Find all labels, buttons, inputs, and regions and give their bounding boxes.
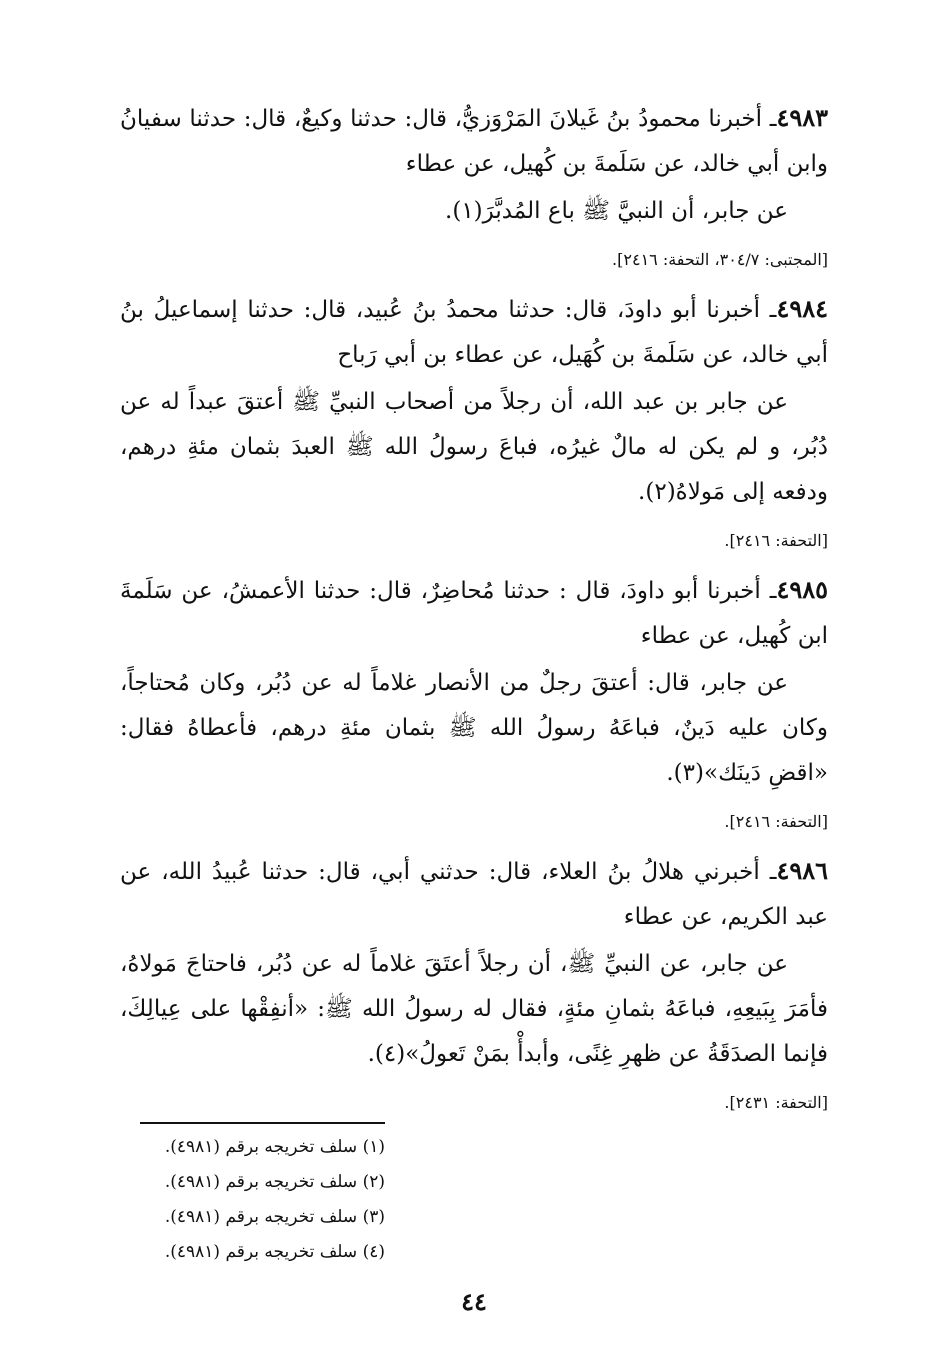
footnote-4: (٤) سلف تخريجه برقم (٤٩٨١).: [164, 1242, 385, 1262]
hadith-isnad: [120, 567, 828, 659]
footnote-3: (٣) سلف تخريجه برقم (٤٩٨١).: [164, 1207, 385, 1227]
hadith-4986: [120, 848, 828, 1115]
hadith-4983: [120, 95, 828, 272]
hadith-matn: عن جابر، أن النبيَّ ﷺ باع المُدبَّرَ(١).: [445, 198, 788, 224]
footnote-2: (٢) سلف تخريجه برقم (٤٩٨١).: [164, 1172, 385, 1192]
hadith-matn: عن جابر، قال: أعتقَ رجلٌ من الأنصار غلاماً له عن دُبُر، وكان مُحتاجاً، وكان عليه دَينٌ، فباعَهُ رسولُ الله ﷺ بثمان مئةِ درهم، فأعطاهُ فقال: «اقضِ دَينَك»(٣).: [120, 670, 828, 786]
hadith-isnad: [120, 286, 828, 378]
hadith-4984: [120, 286, 828, 553]
hadith-reference: [التحفة: ٢٤١٦].: [724, 531, 828, 550]
footnote-1: (١) سلف تخريجه برقم (٤٩٨١).: [164, 1137, 385, 1157]
hadith-reference: [التحفة: ٢٤١٦].: [724, 812, 828, 831]
footnote-divider: [140, 1122, 385, 1124]
hadith-number: ٤٩٨٤: [776, 294, 828, 323]
hadith-number: ٤٩٨٣: [776, 103, 828, 132]
hadith-isnad: [120, 848, 828, 940]
page-number: ٤٤: [461, 1287, 487, 1316]
hadith-4985: [120, 567, 828, 834]
hadith-reference: [المجتبى: ٣٠٤/٧، التحفة: ٢٤١٦].: [612, 250, 828, 269]
hadith-matn: عن جابر، عن النبيِّ ﷺ، أن رجلاً أعتَقَ غلاماً له عن دُبُر، فاحتاجَ مَولاهُ، فأمَرَ بِبَيعِهِ، فباعَهُ بثمانِ مئةٍ، فقال له رسولُ الله ﷺ: «أنفِقْها على عِيالِكَ، فإنما الصدَقَةُ عن ظهرِ غِنًى، وأبدأْ بمَنْ تَعولُ»(٤).: [120, 951, 828, 1067]
hadith-reference: [التحفة: ٢٤٣١].: [724, 1093, 828, 1112]
footnotes: [140, 1122, 385, 1270]
isnad-text: ـ أخبرنا أبو داودَ، قال: حدثنا محمدُ بنُ عُبيد، قال: حدثنا إسماعيلُ بنُ أبي خالد، عن سَلَمةَ بن كُهَيل، عن عطاء بن أبي رَباح: [120, 297, 828, 368]
hadith-number: ٤٩٨٦: [776, 856, 828, 885]
isnad-text: ـ أخبرنا محمودُ بنُ غَيلانَ المَرْوَزيُّ، قال: حدثنا وكيعٌ، قال: حدثنا سفيانُ وابن أبي خالد، عن سَلَمةَ بن كُهيل، عن عطاء: [120, 106, 828, 177]
hadith-number: ٤٩٨٥: [776, 575, 828, 604]
isnad-text: ـ أخبرني هلالُ بنُ العلاء، قال: حدثني أبي، قال: حدثنا عُبيدُ الله، عن عبد الكريم، عن عطاء: [120, 859, 828, 930]
hadith-isnad: [120, 95, 828, 187]
hadith-matn: عن جابر بن عبد الله، أن رجلاً من أصحاب النبيِّ ﷺ أعتقَ عبداً له عن دُبُر، و لم يكن له مالٌ غيرُه، فباعَ رسولُ الله ﷺ العبدَ بثمان مئةِ درهم، ودفعه إلى مَولاهُ(٢).: [120, 389, 828, 505]
isnad-text: ـ أخبرنا أبو داودَ، قال : حدثنا مُحاضِرٌ، قال: حدثنا الأعمشُ، عن سَلَمةَ ابن كُهيل، عن عطاء: [120, 578, 828, 649]
